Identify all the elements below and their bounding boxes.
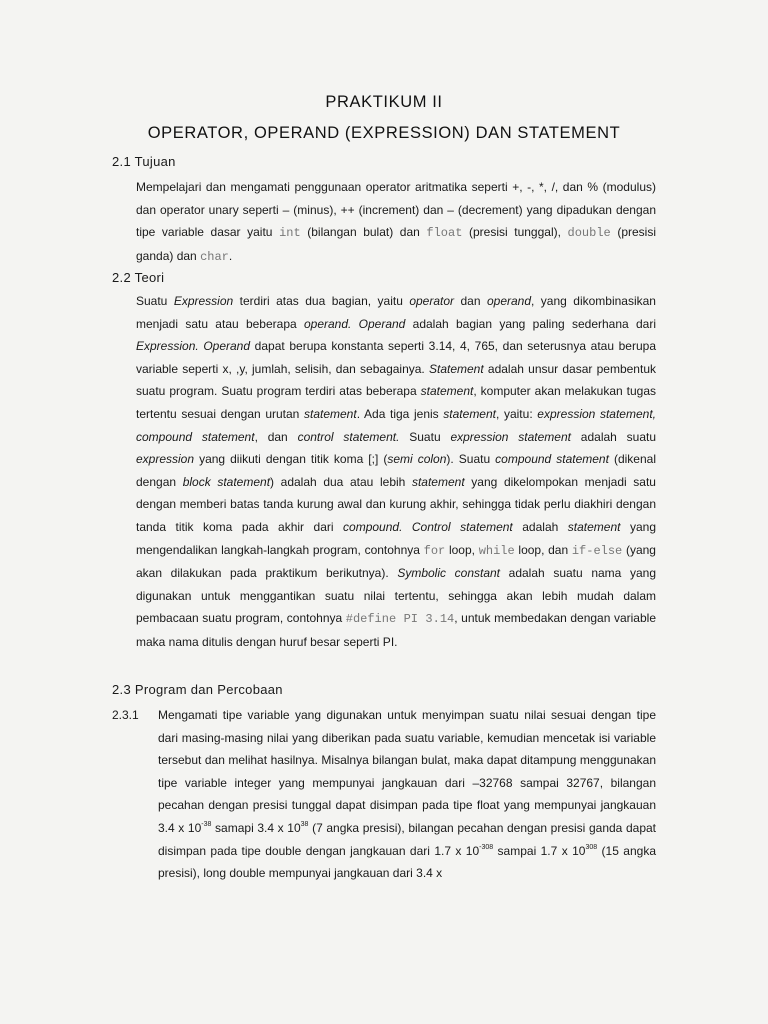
superscript: -308 (479, 843, 494, 851)
text-run: Mempelajari dan mengamati penggunaan operator aritmatika seperti +, -, *, /, dan % (modulus) dan operator unary seperti – (minus), ++ (increment) dan – (decrement) yang dipadukan dengan tipe variable dasar yaitu (136, 180, 656, 240)
text-run: yang dikelompokan menjadi satu dengan memberi batas tanda kurung awal dan kurung akhir, sehingga tidak perlu diakhiri dengan tanda titik koma pada akhir dari (136, 474, 656, 534)
code-while: while (478, 543, 515, 558)
term: expression statement (450, 429, 571, 444)
code-char: char (200, 249, 229, 264)
section-heading-teori: 2.2 Teori (112, 270, 165, 285)
program-paragraph (158, 704, 656, 885)
text-run: ) adalah dua atau lebih (270, 474, 412, 489)
text-run: (bilangan bulat) dan (300, 225, 427, 240)
text-run: terdiri atas dua bagian, yaitu (233, 294, 410, 308)
text-run: adalah (512, 519, 568, 534)
text-run: (7 angka presisi), bilangan pecahan dengan presisi ganda dapat disimpan pada tipe double dengan jangkauan dari 1.7 x 10 (158, 820, 656, 858)
term: control statement. (297, 429, 400, 444)
text-run: sampai 1.7 x 10 (493, 843, 586, 858)
code-double: double (567, 226, 611, 241)
term: Expression. Operand (136, 339, 251, 354)
text-run: Mengamati tipe variable yang digunakan untuk menyimpan suatu nilai sesuai dengan tipe dari masing-masing nilai yang diberikan pada suatu variable, kemudian mencetak isi variable tersebut dan melihat hasilnya. Misalnya bilangan bulat, maka dapat ditampung menggunakan tipe variable integer yang mempunyai jangkauan dari –32768 sampai 32767, bilangan pecahan dengan presisi tunggal dapat disimpan pada tipe float yang mempunyai jangkauan 3.4 x 10 (158, 708, 656, 835)
term: compound statement (495, 452, 609, 467)
text-run: (dikenal dengan (136, 452, 656, 489)
term: statement (411, 474, 465, 489)
text-run: , komputer akan melakukan tugas tertentu sesuai dengan urutan (136, 384, 657, 421)
text-run: , dan (254, 429, 298, 444)
text-run: Suatu (136, 294, 174, 308)
text-run: adalah suatu (570, 429, 657, 444)
term: statement (567, 519, 621, 534)
code-float: float (426, 226, 463, 241)
text-run: yang diikuti dengan titik koma [;] ( (194, 452, 388, 467)
text-run: . (228, 248, 233, 263)
text-run: loop, (445, 542, 479, 557)
text-run: , untuk membedakan dengan variable maka nama ditulis dengan huruf besar seperti PI. (136, 611, 656, 649)
superscript: -38 (201, 820, 212, 828)
term: Statement (428, 361, 484, 376)
text-run: Suatu (399, 429, 451, 444)
text-run: adalah bagian yang paling sederhana dari (405, 316, 657, 331)
term: operator (409, 294, 455, 308)
section-heading-tujuan: 2.1 Tujuan (112, 154, 176, 169)
term: operand (486, 294, 532, 308)
text-run: adalah unsur dasar pembentuk suatu program. Suatu program terdiri atas beberapa (136, 361, 656, 399)
text-run: , yang dikombinasikan menjadi satu atau beberapa (136, 294, 656, 331)
text-run: dan (454, 294, 487, 308)
code-int: int (279, 226, 301, 241)
teori-paragraph (136, 290, 656, 654)
superscript: 308 (585, 843, 598, 851)
term: block statement (182, 474, 271, 489)
text-run: yang mengendalikan langkah-langkah program, contohnya (136, 519, 656, 557)
term: semi colon (387, 452, 447, 467)
text-run: (yang akan dilakukan pada praktikum berikutnya). (136, 542, 656, 581)
term: statement (443, 406, 496, 421)
text-run: loop, dan (514, 542, 572, 557)
term: compound. Control statement (343, 519, 513, 534)
text-run: ). Suatu (446, 452, 496, 467)
term: statement (420, 384, 474, 399)
text-run: . Ada tiga jenis (356, 406, 444, 421)
page-subtitle: OPERATOR, OPERAND (EXPRESSION) DAN STATEMENT (147, 124, 621, 142)
page-title: PRAKTIKUM II (325, 93, 443, 111)
superscript: 38 (300, 820, 309, 828)
text-run: samapi 3.4 x 10 (211, 820, 301, 835)
term: Expression (173, 294, 234, 308)
section-heading-program: 2.3 Program dan Percobaan (112, 682, 283, 697)
text-run: dapat berupa konstanta seperti 3.14, 4, 765, dan seterusnya atau berupa variable seperti x, ,y, jumlah, selisih, dan sebagainya. (136, 339, 657, 376)
term: expression (136, 452, 195, 467)
text-run: adalah suatu nama yang digunakan untuk menggantikan suatu nilai tertentu, sehingga akan lebih mudah dalam pembacaan suatu program, contohnya (136, 566, 656, 626)
text-run: , yaitu: (496, 406, 538, 421)
text-run: (presisi tunggal), (462, 225, 568, 240)
text-run: (presisi ganda) dan (136, 225, 657, 263)
term: operand. Operand (303, 316, 406, 331)
text-run: (15 angka presisi), long double mempunyai jangkauan dari 3.4 x (158, 843, 656, 881)
code-for: for (423, 543, 446, 558)
tujuan-paragraph (136, 176, 656, 268)
term: expression statement, compound statement (136, 406, 656, 444)
code-define: #define PI 3.14 (345, 612, 455, 627)
code-if-else: if-else (571, 543, 623, 558)
term: Symbolic constant (397, 566, 501, 581)
item-number: 2.3.1 (112, 708, 139, 722)
term: statement (304, 406, 357, 421)
